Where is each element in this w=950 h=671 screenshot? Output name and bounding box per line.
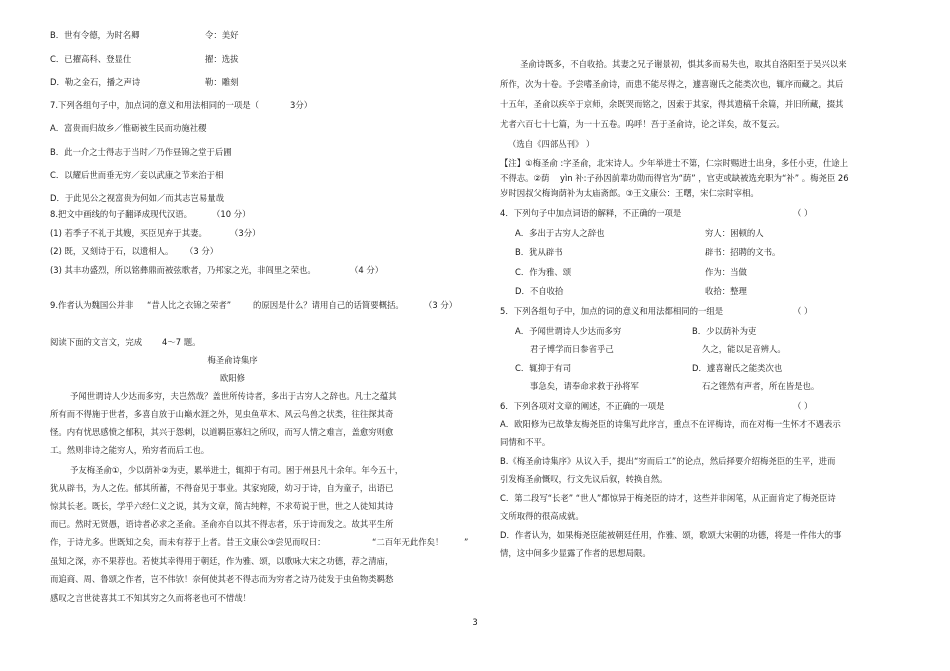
page-number: 3: [472, 617, 478, 627]
q4-option-a: A．多出于古穷人之辞也 穷人：困顿的人: [515, 228, 764, 238]
question-4-stem: 4．下列句子中加点词语的解释，不正确的一项是 （ ）: [500, 208, 813, 218]
question-5-stem: 5．下列各组句子中，加点的词的意义和用法都相同的一组是 （ ）: [500, 306, 813, 316]
annotation-line: 不得志。②荫 yìn 补:子孙因前辈功勋而得官为“荫” ，官吏或缺被选充职为“补” 。梅尧臣 26: [500, 173, 849, 183]
q5-options-cd-pair: 事急矣，请奉命求救于孙将军 石之铿然有声者，所在皆是也。: [530, 381, 820, 391]
passage-line: 所作，次为十卷。予尝嗜圣俞诗，而患不能尽得之，遽喜谢氏之能类次也，辄序而藏之。其后: [500, 79, 844, 89]
q4-option-c: C．作为雅、颂 作为：当做: [515, 267, 747, 277]
passage-line: 工。然则非诗之能穷人，殆穷者而后工也。: [50, 445, 210, 455]
passage-line: 所有而不得施于世者，多喜自放于山巅水涯之外，见虫鱼草木、风云鸟兽之状类，往往探其奇: [50, 409, 394, 419]
passage-source: （选自《四部丛刊》 ）: [508, 139, 595, 149]
q5-options-cd: C．辄抑于有司 D．遽喜谢氏之能类次也: [515, 363, 783, 373]
passage-line: 圣俞诗既多，不自收拾。其妻之兄子谢景初，惧其多而易失也，取其自洛阳至于吴兴以来: [520, 59, 847, 69]
q7-option-d: D．于此见公之视富贵为何如／而其志岂易量哉: [50, 193, 224, 203]
q7-option-b: B．此一介之士得志于当时／乃作昼锦之堂于后圃: [50, 147, 232, 157]
q6-line: B.《梅圣俞诗集序》从议入手，提出“穷而后工”的论点，然后择要介绍梅尧臣的生平，进而: [500, 456, 836, 466]
question-7-stem: 7.下列各组句子中，加点词的意义和用法相同的一项是（ 3分）: [50, 100, 313, 110]
passage-line: 虽知之深，亦不果荐也。若使其幸得用于朝廷，作为雅、颂，以歌咏大宋之功德，荐之清庙，: [50, 556, 394, 566]
question-8-stem: 8.把文中画线的句子翻译成现代汉语。 （10 分）: [50, 209, 251, 219]
passage-line: 作，于诗尤多。世既知之矣，而未有荐于上者。昔王文康公③尝见而叹曰：: [50, 537, 326, 547]
q4-option-d: D．不自收拾 收拾：整理: [515, 286, 747, 296]
essay-title: 梅圣俞诗集序: [207, 355, 258, 365]
passage-line: 尤者六百七十七篇，为一十五卷。呜呼！吾于圣俞诗，论之详矣，故不复云。: [500, 119, 785, 129]
q6-line: 文所取得的很高成就。: [500, 511, 584, 521]
essay-author: 欧阳修: [219, 373, 246, 383]
passage-line: 感叹之言世徒喜其工不知其穷之久而将老也可不惜哉！: [50, 593, 251, 603]
q8-item-2: (2) 既，又刻诗于石，以遗相人。 （3 分）: [50, 246, 219, 256]
question-9: 9.作者认为魏国公并非 “昔人比之衣锦之荣者” 的原因是什么？请用自己的话简要概括。 （3 分）: [50, 300, 458, 310]
q8-item-3: (3) 其丰功盛烈，所以铭彝鼎而被弦歌者，乃邦家之光，非闾里之荣也。 （4 分）: [50, 265, 384, 275]
passage-line: 予友梅圣俞①，少以荫补②为吏，累举进士，辄抑于有司。困于州县凡十余年。年今五十，: [70, 465, 404, 475]
q6-line: D．作者认为，如果梅尧臣能被朝廷任用，作雅、颂，歌颂大宋朝的功德，将是一件伟大的事: [500, 530, 842, 540]
q6-line: 情，这中间多少显露了作者的思想局限。: [500, 548, 651, 558]
q6-line: 引发梅圣俞慨叹，行文先议后叙，转换自然。: [500, 474, 668, 484]
q6-line: A．欧阳修为已故挚友梅尧臣的诗集写此序言，重点不在评梅诗，而在对梅一生怀才不遇表示: [500, 419, 841, 429]
passage-line: 犹从辟书，为人之佐。郁其所蓄，不得奋见于事业。其家宛陵，幼习于诗，自为童子，出语已: [50, 483, 394, 493]
q5-options-ab: A．予闻世谓诗人少达而多穷 B．少以荫补为吏: [515, 326, 757, 336]
quote-line: “二百年无此作矣！ ”: [372, 537, 469, 547]
passage-line: 予闻世谓诗人少达而多穷，夫岂然哉？盖世所传诗者，多出于古穷人之辞也。凡士之蕴其: [70, 391, 397, 401]
q4-option-b: B．犹从辟书 辟书：招聘的文书。: [515, 247, 781, 257]
q6-option-d: D．勒之金石，播之声诗 勒：雕刻: [50, 77, 239, 87]
passage-line: 惊其长老。既长，学乎六经仁义之说，其为文章，简古纯粹，不求苟说于世，世之人徒知其诗: [50, 501, 394, 511]
q6-line: C．第二段写“长老” “世人”都惊异于梅尧臣的诗才，这些并非闲笔，从正面肯定了梅尧臣诗: [500, 493, 836, 503]
q6-line: 同情和不平。: [500, 437, 551, 447]
annotation-line: 【注】①梅圣俞 :字圣俞，北宋诗人。少年举进士不第，仁宗时赐进士出身，多任小吏，仕途上: [500, 158, 848, 168]
passage-line: 十五年，圣俞以疾卒于京师，余既哭而铭之，因索于其家，得其遗稿千余篇，并旧所藏，掇其: [500, 99, 844, 109]
q5-options-ab-pair: 君子博学而日参省乎己 久之，能以足音辨人。: [530, 344, 786, 354]
q7-option-c: C．以耀后世而垂无穷／妾以武康之节来治于相: [50, 170, 224, 180]
passage-line: 怪。内有忧思感愤之郁积，其兴于怨刺，以道羁臣寡妇之所叹，而写人情之难言，盖愈穷则愈: [50, 427, 394, 437]
q6-option-b: B．世有令德，为时名卿 令：美好: [50, 30, 239, 40]
question-6-stem: 6．下列各项对文章的阐述，不正确的一项是 （ ）: [500, 401, 813, 411]
q6-option-c: C．已擢高科、登显仕 擢：选拔: [50, 54, 239, 64]
q7-option-a: A．富贵而归故乡／惟砺被生民而功施社稷: [50, 123, 207, 133]
q8-item-1: (1) 若季子不礼于其嫂，买臣见弃于其妻。 （3分）: [50, 228, 261, 238]
passage-line: 而追商、周、鲁颂之作者，岂不伟欤！奈何使其老不得志而为穷者之诗乃徒发于虫鱼物类羁愁: [50, 574, 394, 584]
annotation-line: 岁时因叔父梅询荫补为太庙斋郎。③王文康公：王曙，宋仁宗时宰相。: [500, 188, 759, 198]
reading-instruction: 阅读下面的文言文，完成 4～7 题。: [50, 337, 201, 347]
passage-line: 而已。然时无贤愚，语诗者必求之圣俞。圣俞亦自以其不得志者，乐于诗而发之。故其平生所: [50, 519, 394, 529]
